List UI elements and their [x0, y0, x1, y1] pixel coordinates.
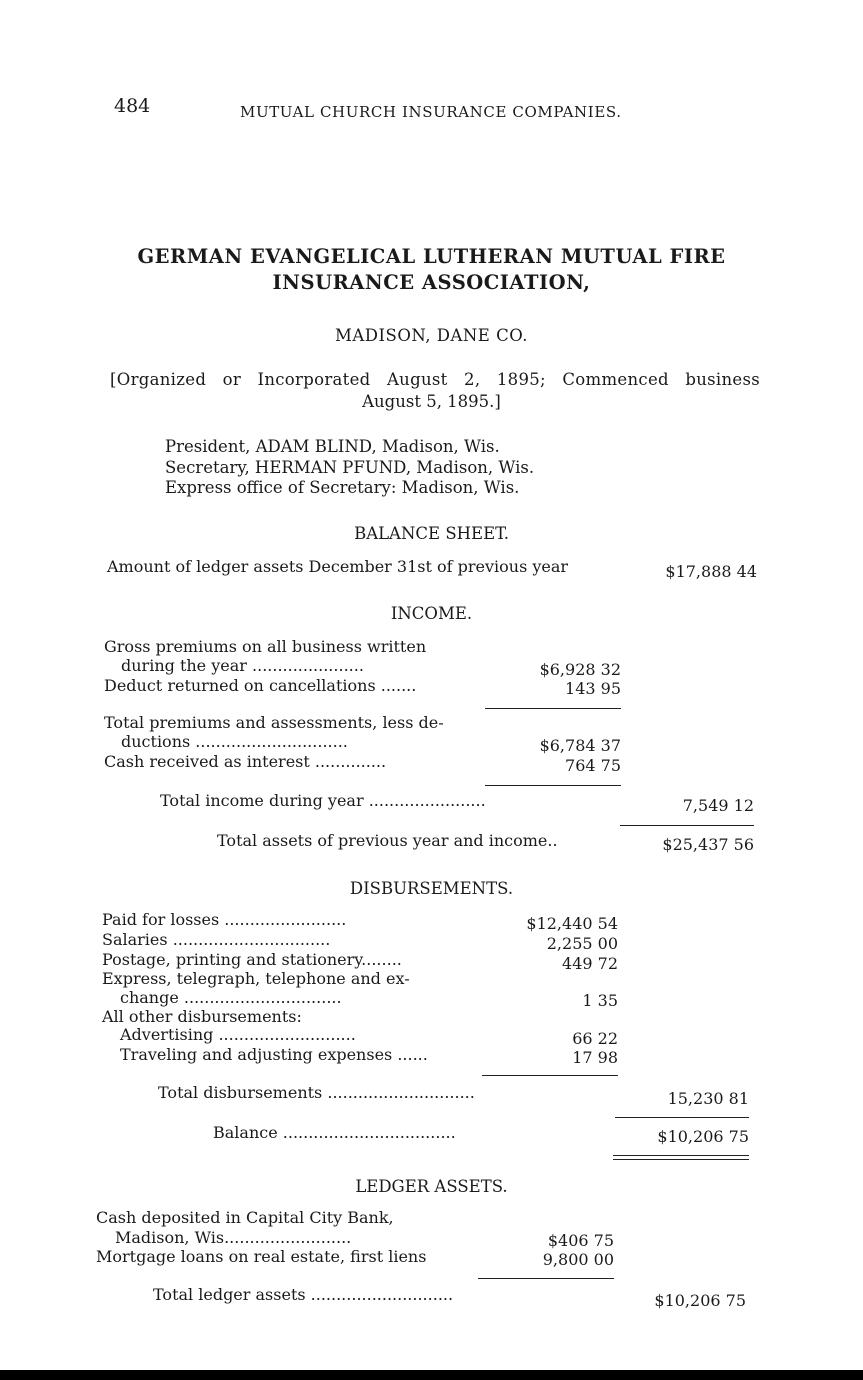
ledger-subtotal-rule	[478, 1278, 614, 1279]
salaries-value: 2,255 00	[546, 934, 618, 953]
company-title-line2: INSURANCE ASSOCIATION,	[272, 271, 591, 294]
running-title: MUTUAL CHURCH INSURANCE COMPANIES.	[240, 103, 622, 121]
scan-bottom-edge	[0, 1370, 863, 1380]
balance-double-rule-bottom	[613, 1159, 749, 1160]
ledger-assets-heading: LEDGER ASSETS.	[355, 1177, 508, 1196]
income-total-rule	[485, 785, 621, 786]
gross-value: $6,928 32	[539, 660, 621, 679]
losses-label: Paid for losses ........................	[102, 910, 347, 929]
income-subtotal-rule	[485, 708, 621, 709]
cash-label-2: Madison, Wis.........................	[115, 1228, 352, 1247]
gross-label-2: during the year ......................	[121, 656, 364, 675]
traveling-label: Traveling and adjusting expenses ......	[120, 1045, 428, 1064]
deduct-label: Deduct returned on cancellations .......	[104, 676, 417, 695]
total-income-rule	[620, 825, 754, 826]
ledger-prev-value: $17,888 44	[665, 562, 757, 581]
gross-label-1: Gross premiums on all business written	[104, 637, 427, 656]
total-assets-value: $25,437 56	[662, 835, 754, 854]
interest-label: Cash received as interest ..............	[104, 752, 387, 771]
cash-value: $406 75	[547, 1231, 614, 1250]
postage-label: Postage, printing and stationery........	[102, 950, 402, 969]
organized-line2: August 5, 1895.]	[362, 392, 501, 411]
officer-secretary: Secretary, HERMAN PFUND, Madison, Wis.	[165, 458, 535, 477]
other-disbursements-label: All other disbursements:	[102, 1007, 302, 1026]
page-number: 484	[114, 95, 151, 117]
postage-value: 449 72	[562, 954, 618, 973]
total-disbursements-value: 15,230 81	[667, 1089, 749, 1108]
total-ledger-value: $10,206 75	[654, 1291, 746, 1310]
total-disbursements-rule	[615, 1117, 749, 1118]
organized-line1: [Organized or Incorporated August 2, 1895; Commenced business	[110, 370, 760, 389]
company-location: MADISON, DANE CO.	[334, 326, 529, 345]
total-disbursements-label: Total disbursements .............................	[158, 1083, 475, 1102]
express-label-1: Express, telegraph, telephone and ex-	[102, 969, 410, 988]
balance-value: $10,206 75	[657, 1127, 749, 1146]
balance-sheet-heading: BALANCE SHEET.	[354, 524, 509, 543]
advertising-label: Advertising ...........................	[120, 1025, 356, 1044]
mortgage-value: 9,800 00	[542, 1250, 614, 1269]
disbursements-heading: DISBURSEMENTS.	[349, 879, 514, 898]
interest-value: 764 75	[565, 756, 621, 775]
express-label-2: change ...............................	[120, 988, 342, 1007]
express-office: Express office of Secretary: Madison, Wis.	[165, 478, 520, 497]
total-prem-label-2: ductions ..............................	[121, 732, 348, 751]
total-ledger-label: Total ledger assets ............................	[153, 1285, 454, 1304]
salaries-label: Salaries ...............................	[102, 930, 331, 949]
express-value: 1 35	[582, 991, 618, 1010]
officer-president: President, ADAM BLIND, Madison, Wis.	[165, 437, 500, 456]
advertising-value: 66 22	[572, 1029, 618, 1048]
balance-label: Balance ..................................	[213, 1123, 456, 1142]
ledger-prev-label: Amount of ledger assets December 31st of previous year	[107, 557, 569, 576]
total-income-label: Total income during year .......................	[160, 791, 486, 810]
traveling-value: 17 98	[572, 1048, 618, 1067]
disbursements-subtotal-rule	[482, 1075, 618, 1076]
total-income-value: 7,549 12	[682, 796, 754, 815]
losses-value: $12,440 54	[526, 914, 618, 933]
mortgage-label: Mortgage loans on real estate, first liens	[96, 1247, 427, 1266]
cash-label-1: Cash deposited in Capital City Bank,	[96, 1208, 394, 1227]
total-assets-label: Total assets of previous year and income..	[217, 831, 558, 850]
income-heading: INCOME.	[390, 604, 473, 623]
company-title-line1: GERMAN EVANGELICAL LUTHERAN MUTUAL FIRE	[137, 245, 726, 268]
total-prem-value: $6,784 37	[539, 736, 621, 755]
balance-double-rule-top	[613, 1155, 749, 1156]
deduct-value: 143 95	[565, 679, 621, 698]
total-prem-label-1: Total premiums and assessments, less de-	[104, 713, 444, 732]
